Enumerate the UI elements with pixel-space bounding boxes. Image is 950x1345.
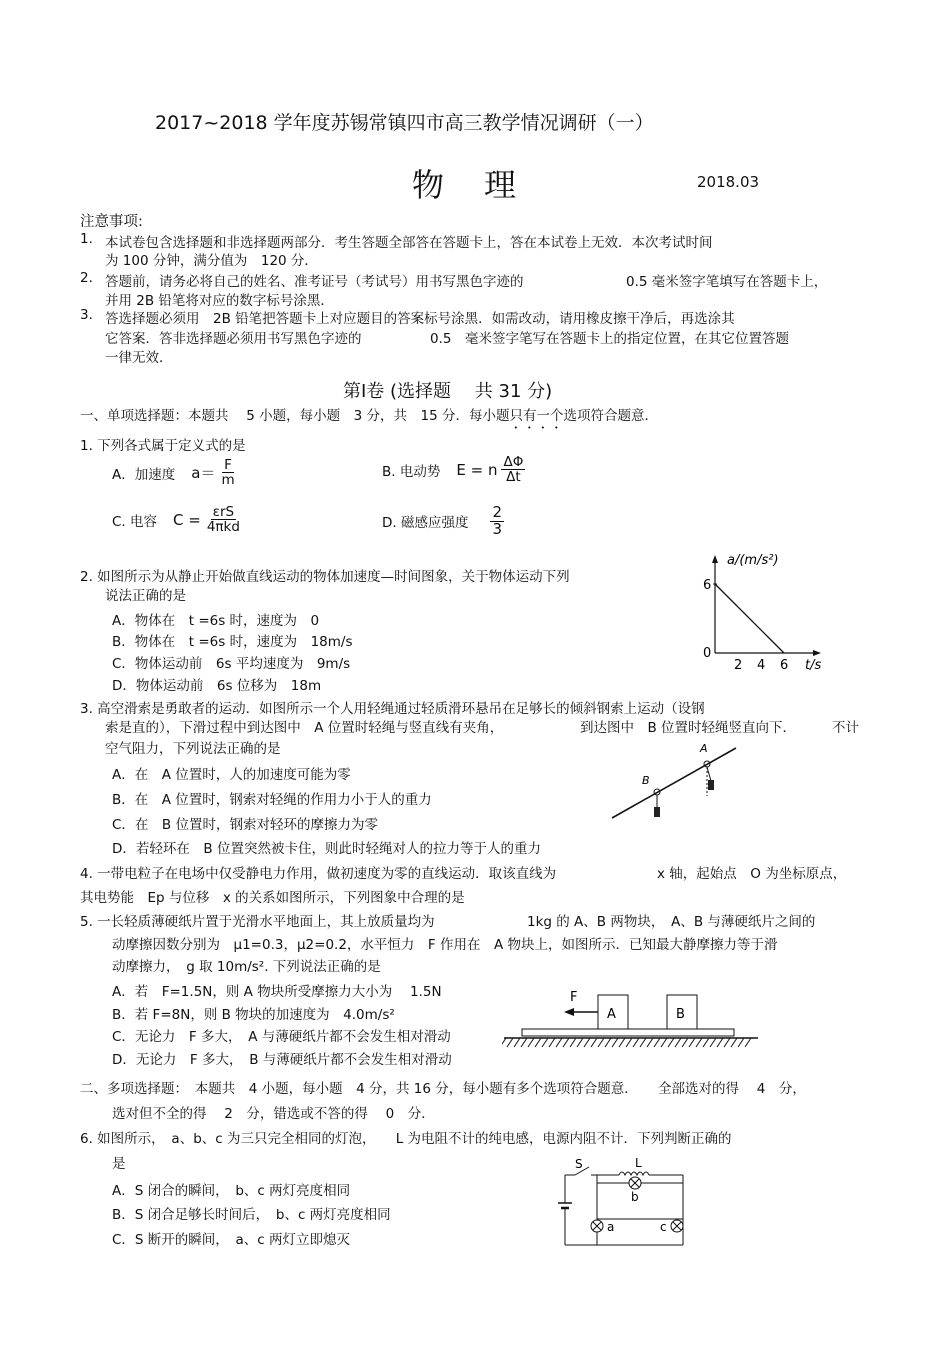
q2-option-c: C．物体运动前 6s 平均速度为 9m/s: [112, 656, 351, 672]
notice-heading: 注意事项:: [80, 214, 143, 230]
tick-label-x: 2: [734, 658, 743, 673]
q2-option-d: D．物体运动前 6s 位移为 18m: [112, 678, 322, 694]
q3-option-a: A．在 A 位置时，人的加速度可能为零: [112, 767, 351, 783]
x-axis-label: t/s: [805, 658, 822, 673]
fraction: $\frac{\text{εrS}}{\text{4πkd}}$: [206, 504, 240, 536]
section2-heading-line2: 选对但不全的得 2 分，错选或不答的得 0 分．: [112, 1106, 435, 1122]
lamp-c-icon: [671, 1220, 683, 1232]
label-switch: S: [575, 1157, 583, 1171]
tick-label-x: 6: [780, 658, 789, 673]
tick-label-x: 4: [757, 658, 766, 673]
notice-item-3-line1: 答选择题必须用 2B 铅笔把答题卡上对应题目的答案标号涂黑．如需改动，请用橡皮擦干净后，再选涂其: [105, 311, 735, 327]
q1-option-d: D. 磁感应强度 $\frac{2}{3}$: [382, 503, 503, 538]
label-block-b: B: [676, 1007, 685, 1022]
cable-line: [612, 748, 736, 818]
label-a: A: [700, 742, 708, 755]
q3-stem-line2c: 不计: [832, 720, 859, 736]
y-axis-label: a/(m/s²): [727, 553, 779, 568]
q5-stem-line2: 动摩擦因数分别为 μ1=0.3，μ2=0.2，水平恒力 F 作用在 A 物块上，如图所示．已知最大静摩擦力等于滑: [112, 937, 778, 953]
q6-stem-line2: 是: [112, 1156, 126, 1172]
q2-acceleration-time-chart: [695, 548, 865, 673]
notice-item-2-num: 2.: [80, 270, 93, 286]
person-b-icon: [654, 807, 660, 817]
person-a-icon: [708, 780, 714, 790]
label-force: F: [570, 990, 578, 1005]
x-axis-arrow-icon: [813, 650, 821, 656]
q5-blocks-figure: [502, 985, 762, 1055]
label-lamp-a: a: [607, 1220, 615, 1234]
q6-option-c: C．S 断开的瞬间， a、c 两灯立即熄灭: [112, 1232, 351, 1248]
emphasis-text: 只有一个: [509, 408, 564, 424]
exam-title: 2017~2018 学年度苏锡常镇四市高三教学情况调研（一）: [155, 112, 654, 134]
q2-stem-line2: 说法正确的是: [105, 588, 186, 604]
q1-option-a: A．加速度 a＝ $\frac{F}{m}$: [112, 457, 235, 489]
paper-sheet: [522, 1029, 734, 1036]
q4-stem-line1a: 4. 一带电粒子在电场中仅受静电力作用，做初速度为零的直线运动．取该直线为: [80, 866, 557, 882]
label-lamp-b: b: [631, 1190, 639, 1204]
q5-stem-line3: 动摩擦力， g 取 10m/s². 下列说法正确的是: [112, 959, 381, 975]
q4-stem-line2: 其电势能 Ep 与位移 x 的关系如图所示，下列图象中合理的是: [80, 890, 465, 906]
fraction: $\frac{F}{m}$: [221, 457, 235, 489]
q5-option-b: B．若 F=8N，则 B 物块的加速度为 4.0m/s²: [112, 1007, 395, 1023]
fraction: $\frac{\Delta\Phi}{\Delta t}$: [503, 454, 524, 486]
fraction: $\frac{2}{3}$: [492, 503, 503, 538]
q3-option-c: C．在 B 位置时，钢索对轻环的摩擦力为零: [112, 817, 378, 833]
tick-label-x: 0: [703, 646, 712, 661]
label-b: B: [642, 774, 650, 787]
part1-title: 第Ⅰ卷 (选择题 共 31 分): [343, 381, 553, 402]
lamp-b-icon: [629, 1177, 641, 1189]
notice-item-3-line3: 一律无效．: [105, 350, 173, 366]
rope-a: [707, 767, 711, 781]
q5-option-d: D．无论力 F 多大， B 与薄硬纸片都不会发生相对滑动: [112, 1052, 452, 1068]
label-lamp-c: c: [660, 1220, 667, 1234]
tick-label-y: 6: [703, 578, 712, 593]
q3-option-d: D．若轻环在 B 位置突然被卡住，则此时轻绳对人的拉力等于人的重力: [112, 841, 541, 857]
q5-option-c: C．无论力 F 多大， A 与薄硬纸片都不会发生相对滑动: [112, 1029, 451, 1045]
notice-item-1-line2: 为 100 分钟，满分值为 120 分．: [105, 253, 318, 269]
q4-stem-line1b: x 轴，起始点 O 为坐标原点，: [657, 866, 847, 882]
ground-hatching: [502, 1038, 751, 1047]
q5-stem-line1b: 1kg 的 A、B 两物块， A、B 与薄硬纸片之间的: [527, 914, 816, 930]
notice-item-2-line1a: 答题前，请务必将自己的姓名、准考证号（考试号）用书写黑色字迹的: [105, 274, 524, 290]
q3-stem-line2b: 到达图中 B 位置时轻绳竖直向下．: [580, 720, 797, 736]
q6-option-a: A．S 闭合的瞬间， b、c 两灯亮度相同: [112, 1183, 351, 1199]
label-inductor: L: [635, 1156, 642, 1170]
q6-circuit-diagram: [555, 1155, 695, 1250]
notice-item-3-line2a: 它答案．答非选择题必须用书写黑色字迹的: [105, 331, 362, 347]
q6-stem-line1: 6. 如图所示， a、b、c 为三只完全相同的灯泡， L 为电阻不计的纯电感，电源内阻不计．下列判断正确的: [80, 1131, 732, 1147]
q1-option-b: B. 电动势 E = n $\frac{\Delta\Phi}{\Delta t}$: [382, 454, 524, 486]
q3-stem-line1: 3. 高空滑索是勇敢者的运动．如图所示一个人用轻绳通过轻质滑环悬吊在足够长的倾斜钢索上运动（设钢: [80, 701, 705, 717]
q2-option-b: B．物体在 t =6s 时，速度为 18m/s: [112, 634, 353, 650]
y-axis-arrow-icon: [712, 555, 718, 563]
section2-heading-line1: 二、多项选择题： 本题共 4 小题，每小题 4 分，共 16 分，每小题有多个选项符合题意． 全部选对的得 4 分，: [80, 1081, 806, 1097]
notice-item-1-line1: 本试卷包含选择题和非选择题两部分．考生答题全部答在答题卡上，答在本试卷上无效．本次考试时间: [105, 235, 713, 251]
q2-option-a: A．物体在 t =6s 时，速度为 0: [112, 613, 320, 629]
q1-stem: 1. 下列各式属于定义式的是: [80, 438, 246, 454]
notice-item-2-line1b: 0.5 毫米签字笔填写在答题卡上，: [626, 274, 828, 290]
notice-item-3-line2b: 0.5 毫米签字笔写在答题卡上的指定位置，在其它位置答题: [430, 331, 789, 347]
lamp-a-icon: [591, 1220, 603, 1232]
arrowhead-icon: [564, 1008, 574, 1016]
notice-item-3-num: 3.: [80, 307, 93, 323]
q2-stem-line1: 2. 如图所示为从静止开始做直线运动的物体加速度—时间图象，关于物体运动下列: [80, 569, 570, 585]
inductor-l-icon: [619, 1172, 649, 1175]
q6-option-b: B．S 闭合足够长时间后， b、c 两灯亮度相同: [112, 1207, 391, 1223]
exam-date: 2018.03: [697, 173, 760, 191]
subject-title: 物理: [412, 166, 557, 204]
section1-heading: 一、单项选择题：本题共 5 小题，每小题 3 分，共 15 分．每小题只有一个选项符合题意．: [80, 408, 659, 424]
q5-stem-line1a: 5. 一长轻质薄硬纸片置于光滑水平地面上，其上放质量均为: [80, 914, 435, 930]
q3-stem-line2a: 索是直的），下滑过程中到达图中 A 位置时轻绳与竖直线有夹角，: [105, 720, 504, 736]
branch-box: [597, 1183, 683, 1219]
q5-option-a: A．若 F=1.5N，则 A 物块所受摩擦力大小为 1.5N: [112, 984, 442, 1000]
notice-item-1-num: 1.: [80, 231, 93, 247]
q3-stem-line3: 空气阻力，下列说法正确的是: [105, 741, 281, 757]
label-block-a: A: [607, 1007, 616, 1022]
notice-item-2-line2: 并用 2B 铅笔将对应的数字标号涂黑．: [105, 293, 334, 309]
q3-zipline-figure: [610, 738, 740, 823]
q3-option-b: B．在 A 位置时，钢索对轻绳的作用力小于人的重力: [112, 792, 432, 808]
series-line: [715, 584, 784, 653]
q1-option-c: C. 电容 C = $\frac{\text{εrS}}{\text{4πkd}}$: [112, 504, 240, 536]
